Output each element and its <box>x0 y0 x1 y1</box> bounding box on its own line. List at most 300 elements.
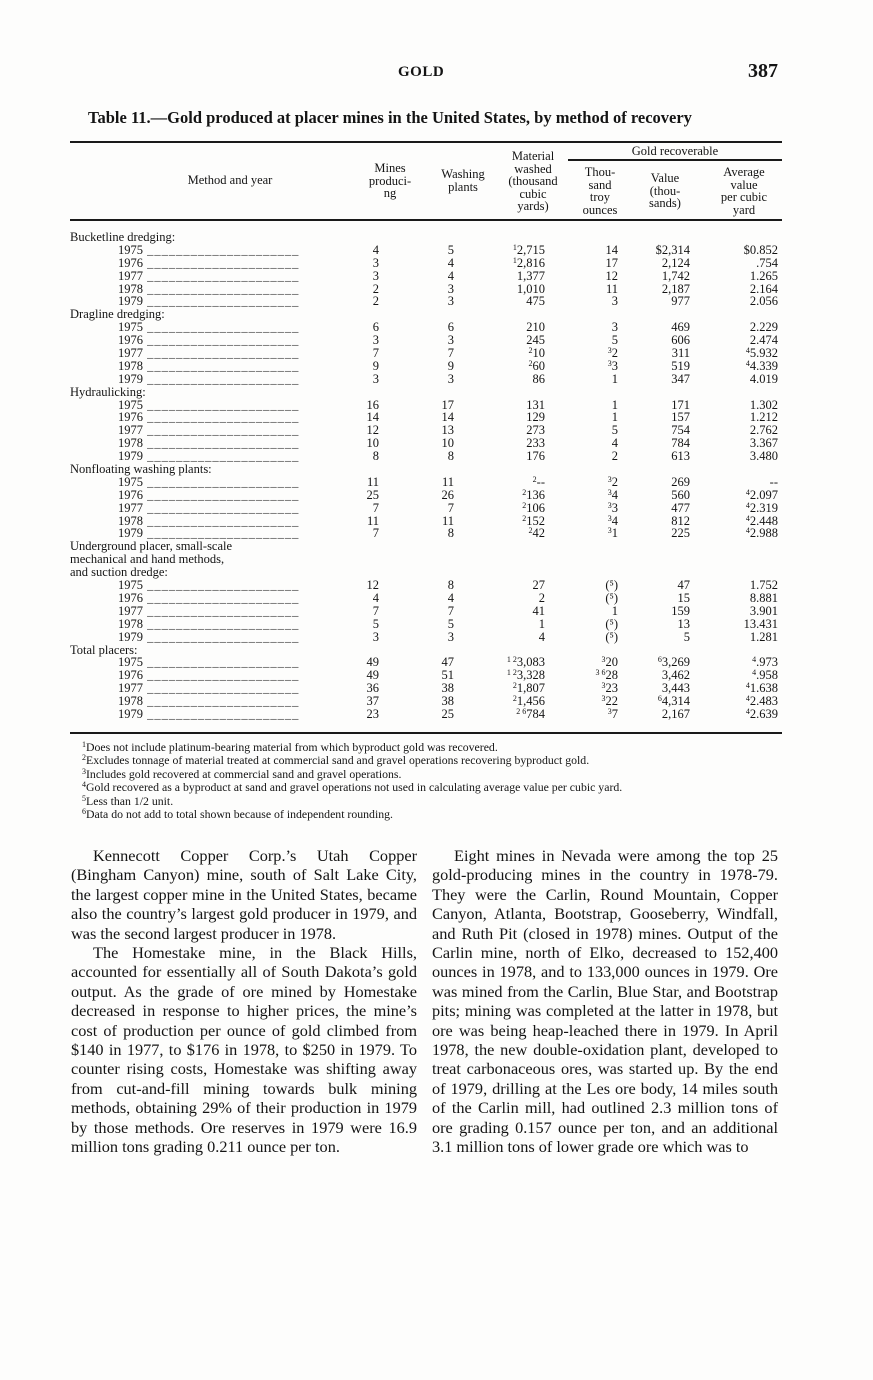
cell-ounces <box>608 527 618 540</box>
paragraph: The Homestake mine, in the Black Hills, accounted for essentially all of South Dakota’s gold output. As the grade of ore mined by Homestake decreased in response to higher prices, the mine’s cost of production per ounce of gold climbed from $140 in 1977, to $176 in 1978, to $250 in 1979. To counter rising costs, Homestake was shifting away from cut-and-fill mining towards bulk mining methods, obtaining 29% of their production in 1979 by those methods. Ore reserves in 1979 were 16.9 million tons grading 0.211 ounce per ton. <box>71 943 417 1157</box>
year-label: 1976 <box>118 487 143 502</box>
cell-ounces-value: 4 <box>611 513 618 528</box>
cell-ounces-value: 22 <box>605 694 618 709</box>
leader-dots: _____________________ <box>143 629 300 644</box>
cell-material-value: 1 <box>538 616 545 631</box>
cell-value-value: 469 <box>671 320 690 335</box>
cell-material-value: 210 <box>526 320 545 335</box>
cell-mines: 3 <box>372 255 379 270</box>
cell-material-footnote-ref: 2 <box>528 526 533 536</box>
cell-avg <box>750 631 778 644</box>
year-label: 1978 <box>118 616 143 631</box>
cell-material-value: 106 <box>526 500 545 515</box>
year-label: 1978 <box>118 281 143 296</box>
year-label: 1978 <box>118 436 143 451</box>
year-label: 1977 <box>118 681 143 696</box>
cell-avg-footnote-ref: 4 <box>745 513 750 523</box>
leader-dots: _____________________ <box>143 474 300 489</box>
cell-value-value: 47 <box>677 578 690 593</box>
cell-material-value: 3,328 <box>516 668 545 683</box>
cell-value-value: 754 <box>671 423 690 438</box>
year-label: 1977 <box>118 423 143 438</box>
cell-material-value: 475 <box>526 294 545 309</box>
cell-value-value: 477 <box>671 500 690 515</box>
cell-ounces-footnote-ref: 3 <box>607 500 612 510</box>
cell-material-value: -- <box>536 474 545 489</box>
leader-dots: _____________________ <box>143 706 300 721</box>
cell-avg-value: 2.164 <box>749 281 778 296</box>
cell-value-value: 3,269 <box>661 655 690 670</box>
cell-value-value: 269 <box>671 474 690 489</box>
leader-dots: _____________________ <box>143 255 300 270</box>
cell-plants: 6 <box>447 320 454 335</box>
cell-value-value: 977 <box>671 294 690 309</box>
cell-value <box>671 527 690 540</box>
group-label: and suction dredge: <box>70 565 168 580</box>
cell-ounces-footnote-ref: 3 <box>601 681 606 691</box>
footnotes <box>82 741 782 821</box>
leader-dots: _____________________ <box>143 268 300 283</box>
cell-ounces-value: 23 <box>605 681 618 696</box>
cell-avg <box>750 295 778 308</box>
cell-avg-footnote-ref: 4 <box>745 694 750 704</box>
footnote <box>82 795 782 808</box>
cell-material <box>526 450 545 463</box>
cell-value-value: 606 <box>671 333 690 348</box>
year-label: 1975 <box>118 578 143 593</box>
body-column-right <box>432 846 778 1157</box>
group-label: Dragline dredging: <box>70 307 165 322</box>
cell-avg-value: $0.852 <box>743 242 778 257</box>
year-label: 1977 <box>118 346 143 361</box>
footnote-text: Includes gold recovered at commercial sand and gravel operations. <box>86 766 402 781</box>
col-mines: Mines produci- ng <box>368 161 412 200</box>
cell-avg <box>746 708 778 721</box>
table-header <box>70 142 782 218</box>
cell-value-value: 2,167 <box>661 706 690 721</box>
cell-avg-value: 2.097 <box>749 487 778 502</box>
row-year <box>118 373 299 386</box>
cell-avg-value: 2.762 <box>749 423 778 438</box>
footnote <box>82 781 782 794</box>
cell-ounces <box>612 295 618 308</box>
cell-material-footnote-ref: 2 <box>522 500 527 510</box>
cell-material-footnote-ref: 1 2 <box>506 655 517 665</box>
cell-mines: 7 <box>372 346 379 361</box>
cell-avg-value: .973 <box>756 655 778 670</box>
cell-material-value: 1,010 <box>516 281 545 296</box>
table-row <box>70 631 782 644</box>
year-label: 1975 <box>118 474 143 489</box>
cell-mines: 8 <box>372 449 379 464</box>
cell-avg-footnote-ref: 4 <box>752 655 757 665</box>
leader-dots: _____________________ <box>143 294 300 309</box>
cell-plants: 4 <box>447 590 454 605</box>
year-label: 1975 <box>118 320 143 335</box>
cell-material-footnote-ref: 1 <box>512 242 517 252</box>
cell-avg <box>750 373 778 386</box>
year-label: 1975 <box>118 242 143 257</box>
cell-avg-value: 8.881 <box>749 590 778 605</box>
cell-avg-value: 13.431 <box>743 616 778 631</box>
leader-dots: _____________________ <box>143 423 300 438</box>
cell-plants: 3 <box>447 333 454 348</box>
cell-avg <box>750 450 778 463</box>
cell-mines: 2 <box>372 281 379 296</box>
footnote-number: 3 <box>82 766 86 776</box>
cell-avg-value: .958 <box>756 668 778 683</box>
year-label: 1976 <box>118 255 143 270</box>
cell-mines: 36 <box>366 681 379 696</box>
cell-material-value: 4 <box>538 629 545 644</box>
cell-ounces-value: 1 <box>611 603 618 618</box>
cell-material-value: 245 <box>526 333 545 348</box>
leader-dots: _____________________ <box>143 681 300 696</box>
cell-ounces-value: 28 <box>605 668 618 683</box>
cell-plants: 7 <box>447 500 454 515</box>
cell-ounces-value: 3 <box>611 358 618 373</box>
cell-material-footnote-ref: 2 <box>512 694 517 704</box>
cell-plants: 26 <box>441 487 454 502</box>
cell-plants: 38 <box>441 681 454 696</box>
leader-dots: _____________________ <box>143 655 300 670</box>
table-row <box>70 708 782 721</box>
cell-avg-value: 5.932 <box>749 346 778 361</box>
cell-value-value: 1,742 <box>661 268 690 283</box>
cell-plants: 3 <box>447 294 454 309</box>
cell-ounces-value: 11 <box>605 281 618 296</box>
col-group-gold: Gold recoverable <box>631 144 719 158</box>
cell-material-footnote-ref: 1 2 <box>506 668 517 678</box>
cell-plants: 47 <box>441 655 454 670</box>
cell-value <box>684 631 690 644</box>
cell-material-value: 60 <box>532 358 545 373</box>
col-material: Material washed (thousand cubic yards) <box>508 149 558 213</box>
cell-plants: 3 <box>447 371 454 386</box>
leader-dots: _____________________ <box>143 616 300 631</box>
cell-material-value: 86 <box>532 371 545 386</box>
cell-value-value: 225 <box>671 526 690 541</box>
running-header <box>0 62 873 86</box>
col-method: Method and year <box>187 173 273 187</box>
cell-avg-value: 2.474 <box>749 333 778 348</box>
cell-plants: 17 <box>441 397 454 412</box>
cell-mines: 11 <box>366 513 379 528</box>
cell-value-value: 347 <box>671 371 690 386</box>
footnote-text: Does not include platinum-bearing material from which byproduct gold was recovered. <box>86 740 498 754</box>
cell-value-value: 15 <box>677 590 690 605</box>
cell-ounces-value: 14 <box>605 242 618 257</box>
cell-avg-footnote-ref: 4 <box>745 346 750 356</box>
cell-material-footnote-ref: 2 <box>522 513 527 523</box>
cell-mines: 49 <box>366 668 379 683</box>
cell-ounces-footnote-ref: 3 <box>607 487 612 497</box>
table-body <box>70 231 782 721</box>
group-label: mechanical and hand methods, <box>70 552 225 567</box>
header-bottom-rule <box>70 219 782 221</box>
cell-value-value: 2,124 <box>661 255 690 270</box>
cell-mines: 3 <box>372 333 379 348</box>
cell-ounces-value: 3 <box>611 294 618 309</box>
table-bottom-rule <box>70 732 782 734</box>
cell-plants: 4 <box>447 255 454 270</box>
year-label: 1979 <box>118 294 143 309</box>
cell-ounces-value: (⁵) <box>605 616 618 631</box>
year-label: 1976 <box>118 333 143 348</box>
cell-mines: 49 <box>366 655 379 670</box>
cell-avg-footnote-ref: 4 <box>745 500 750 510</box>
cell-avg-footnote-ref: 4 <box>745 681 750 691</box>
group-label: Hydraulicking: <box>70 384 146 399</box>
group-label: Total placers: <box>70 642 138 657</box>
cell-mines: 7 <box>372 500 379 515</box>
year-label: 1976 <box>118 410 143 425</box>
cell-value-value: 2,187 <box>661 281 690 296</box>
cell-avg-value: 2.448 <box>749 513 778 528</box>
cell-avg-value: 1.752 <box>749 578 778 593</box>
cell-ounces-value: 1 <box>611 410 618 425</box>
footnote-text: Gold recovered as a byproduct at sand and gravel operations not used in calculating average value per cubic yard. <box>86 780 623 795</box>
cell-material-value: 233 <box>526 436 545 451</box>
cell-avg-footnote-ref: 4 <box>752 668 757 678</box>
cell-avg-value: 2.483 <box>749 694 778 709</box>
cell-plants: 3 <box>447 629 454 644</box>
cell-avg-footnote-ref: 4 <box>745 706 750 716</box>
cell-material-value: 176 <box>526 449 545 464</box>
cell-mines: 37 <box>366 694 379 709</box>
cell-material-footnote-ref: 2 <box>522 487 527 497</box>
cell-avg-footnote-ref: 4 <box>745 358 750 368</box>
cell-ounces-value: 12 <box>605 268 618 283</box>
footnote-text: Data do not add to total shown because of independent rounding. <box>86 807 393 822</box>
year-label: 1979 <box>118 629 143 644</box>
footnote-number: 6 <box>82 807 86 817</box>
leader-dots: _____________________ <box>143 449 300 464</box>
cell-value-value: 560 <box>671 487 690 502</box>
year-label: 1979 <box>118 706 143 721</box>
year-label: 1978 <box>118 358 143 373</box>
cell-material-value: 3,083 <box>516 655 545 670</box>
col-avg: Average value per cubic yard <box>720 165 768 217</box>
row-year <box>118 708 299 721</box>
footnote-number: 4 <box>82 780 86 790</box>
cell-ounces-value: 4 <box>611 487 618 502</box>
cell-mines: 14 <box>366 410 379 425</box>
table-title: Table 11.—Gold produced at placer mines in the United States, by method of recovery <box>88 108 692 127</box>
cell-ounces-value: (⁵) <box>605 590 618 605</box>
cell-ounces-footnote-ref: 3 <box>607 358 612 368</box>
year-label: 1975 <box>118 397 143 412</box>
cell-ounces-value: 4 <box>611 436 618 451</box>
cell-avg-value: 4.339 <box>749 358 778 373</box>
cell-plants: 7 <box>447 603 454 618</box>
footnote-number: 1 <box>82 740 86 749</box>
footnote-number: 2 <box>82 753 86 763</box>
year-label: 1979 <box>118 371 143 386</box>
cell-avg-value: 1.212 <box>749 410 778 425</box>
cell-material-value: 10 <box>532 346 545 361</box>
cell-material-value: 2 <box>538 590 545 605</box>
cell-material <box>529 527 546 540</box>
year-label: 1979 <box>118 526 143 541</box>
cell-value-value: 784 <box>671 436 690 451</box>
cell-avg-value: 1.281 <box>749 629 778 644</box>
cell-mines: 4 <box>372 242 379 257</box>
cell-material-value: 129 <box>526 410 545 425</box>
row-year <box>118 631 299 644</box>
cell-value-value: 159 <box>671 603 690 618</box>
cell-material-footnote-ref: 2 <box>528 346 533 356</box>
cell-mines: 5 <box>372 616 379 631</box>
cell-mines: 23 <box>366 706 379 721</box>
cell-plants: 7 <box>447 346 454 361</box>
leader-dots: _____________________ <box>143 578 300 593</box>
leader-dots: _____________________ <box>143 436 300 451</box>
cell-value-value: 3,462 <box>661 668 690 683</box>
leader-dots: _____________________ <box>143 487 300 502</box>
cell-material-value: 1,456 <box>516 694 545 709</box>
cell-value-value: 171 <box>671 397 690 412</box>
cell-ounces-value: 5 <box>611 423 618 438</box>
year-label: 1975 <box>118 655 143 670</box>
cell-material-value: 131 <box>526 397 545 412</box>
cell-plants: 3 <box>447 281 454 296</box>
leader-dots: _____________________ <box>143 371 300 386</box>
cell-plants: 14 <box>441 410 454 425</box>
col-value: Value (thou- sands) <box>649 171 681 210</box>
cell-avg-value: 2.319 <box>749 500 778 515</box>
cell-mines: 7 <box>372 526 379 541</box>
cell-mines: 10 <box>366 436 379 451</box>
cell-value-value: 3,443 <box>661 681 690 696</box>
cell-ounces-value: 3 <box>611 500 618 515</box>
cell-mines: 12 <box>366 578 379 593</box>
cell-material-footnote-ref: 1 <box>512 255 517 265</box>
cell-material <box>533 373 546 386</box>
cell-material-value: 273 <box>526 423 545 438</box>
cell-ounces-footnote-ref: 3 <box>607 474 612 484</box>
cell-ounces-footnote-ref: 3 <box>607 346 612 356</box>
cell-avg-value: -- <box>769 474 778 489</box>
cell-value-value: 519 <box>671 358 690 373</box>
cell-ounces <box>612 450 618 463</box>
leader-dots: _____________________ <box>143 333 300 348</box>
footnote-number: 5 <box>82 793 86 803</box>
cell-ounces-footnote-ref: 3 <box>601 694 606 704</box>
cell-mines: 7 <box>372 603 379 618</box>
running-title: GOLD <box>398 64 445 80</box>
cell-ounces <box>605 631 618 644</box>
leader-dots: _____________________ <box>143 500 300 515</box>
cell-ounces-value: 17 <box>605 255 618 270</box>
cell-avg-value: 1.638 <box>749 681 778 696</box>
leader-dots: _____________________ <box>143 358 300 373</box>
cell-plants: 9 <box>447 358 454 373</box>
footnote <box>82 754 782 767</box>
cell-mines: 12 <box>366 423 379 438</box>
leader-dots: _____________________ <box>143 320 300 335</box>
cell-mines: 16 <box>366 397 379 412</box>
cell-mines: 4 <box>372 590 379 605</box>
cell-avg-value: 3.901 <box>749 603 778 618</box>
leader-dots: _____________________ <box>143 397 300 412</box>
cell-ounces-footnote-ref: 3 <box>607 513 612 523</box>
cell-plants: 4 <box>447 268 454 283</box>
cell-value <box>662 708 690 721</box>
cell-plants: 25 <box>441 706 454 721</box>
cell-plants: 51 <box>441 668 454 683</box>
cell-plants: 10 <box>441 436 454 451</box>
group-label-row <box>70 553 782 566</box>
cell-ounces <box>608 708 618 721</box>
leader-dots: _____________________ <box>143 694 300 709</box>
cell-mines: 6 <box>372 320 379 335</box>
cell-plants: 8 <box>447 578 454 593</box>
leader-dots: _____________________ <box>143 526 300 541</box>
cell-avg-value: .754 <box>756 255 778 270</box>
cell-avg-footnote-ref: 4 <box>745 487 750 497</box>
leader-dots: _____________________ <box>143 281 300 296</box>
col-ounces: Thou- sand troy ounces <box>582 165 618 217</box>
cell-plants: 11 <box>441 474 454 489</box>
cell-value-footnote-ref: 6 <box>657 694 662 704</box>
col-plants: Washing plants <box>441 167 485 194</box>
cell-mines: 11 <box>366 474 379 489</box>
cell-value-value: 157 <box>671 410 690 425</box>
group-label: Bucketline dredging: <box>70 230 176 244</box>
cell-value-footnote-ref: 6 <box>657 655 662 665</box>
cell-material-value: 1,807 <box>516 681 545 696</box>
cell-plants: 13 <box>441 423 454 438</box>
group-label: Underground placer, small-scale <box>70 539 233 554</box>
cell-ounces-value: (⁵) <box>605 578 618 593</box>
cell-plants: 11 <box>441 513 454 528</box>
leader-dots: _____________________ <box>143 590 300 605</box>
cell-value-value: $2,314 <box>655 242 690 257</box>
cell-avg-value: 2.056 <box>749 294 778 309</box>
cell-ounces <box>612 373 618 386</box>
cell-avg-value: 3.367 <box>749 436 778 451</box>
cell-value <box>671 295 690 308</box>
cell-material-footnote-ref: 2 <box>528 358 533 368</box>
body-column-left <box>71 846 417 1157</box>
cell-ounces-value: 2 <box>611 474 618 489</box>
cell-avg-value: 1.265 <box>749 268 778 283</box>
cell-material-value: 1,377 <box>516 268 545 283</box>
cell-plants: 38 <box>441 694 454 709</box>
cell-ounces-value: 2 <box>611 346 618 361</box>
cell-plants: 5 <box>447 242 454 257</box>
cell-avg-value: 3.480 <box>749 449 778 464</box>
cell-material-value: 136 <box>526 487 545 502</box>
cell-ounces-value: 20 <box>605 655 618 670</box>
cell-material <box>526 295 545 308</box>
footnote <box>82 741 782 754</box>
table-row <box>70 373 782 386</box>
cell-ounces-footnote-ref: 3 <box>607 706 612 716</box>
year-label: 1978 <box>118 513 143 528</box>
year-label: 1977 <box>118 500 143 515</box>
cell-avg-value: 1.302 <box>749 397 778 412</box>
cell-material-value: 2,816 <box>516 255 545 270</box>
cell-material-footnote-ref: 2 6 <box>516 706 527 716</box>
group-label: Nonfloating washing plants: <box>70 462 212 477</box>
cell-avg <box>746 527 778 540</box>
cell-mines: 3 <box>372 371 379 386</box>
leader-dots: _____________________ <box>143 410 300 425</box>
cell-ounces-value: 1 <box>611 526 618 541</box>
year-label: 1978 <box>118 694 143 709</box>
